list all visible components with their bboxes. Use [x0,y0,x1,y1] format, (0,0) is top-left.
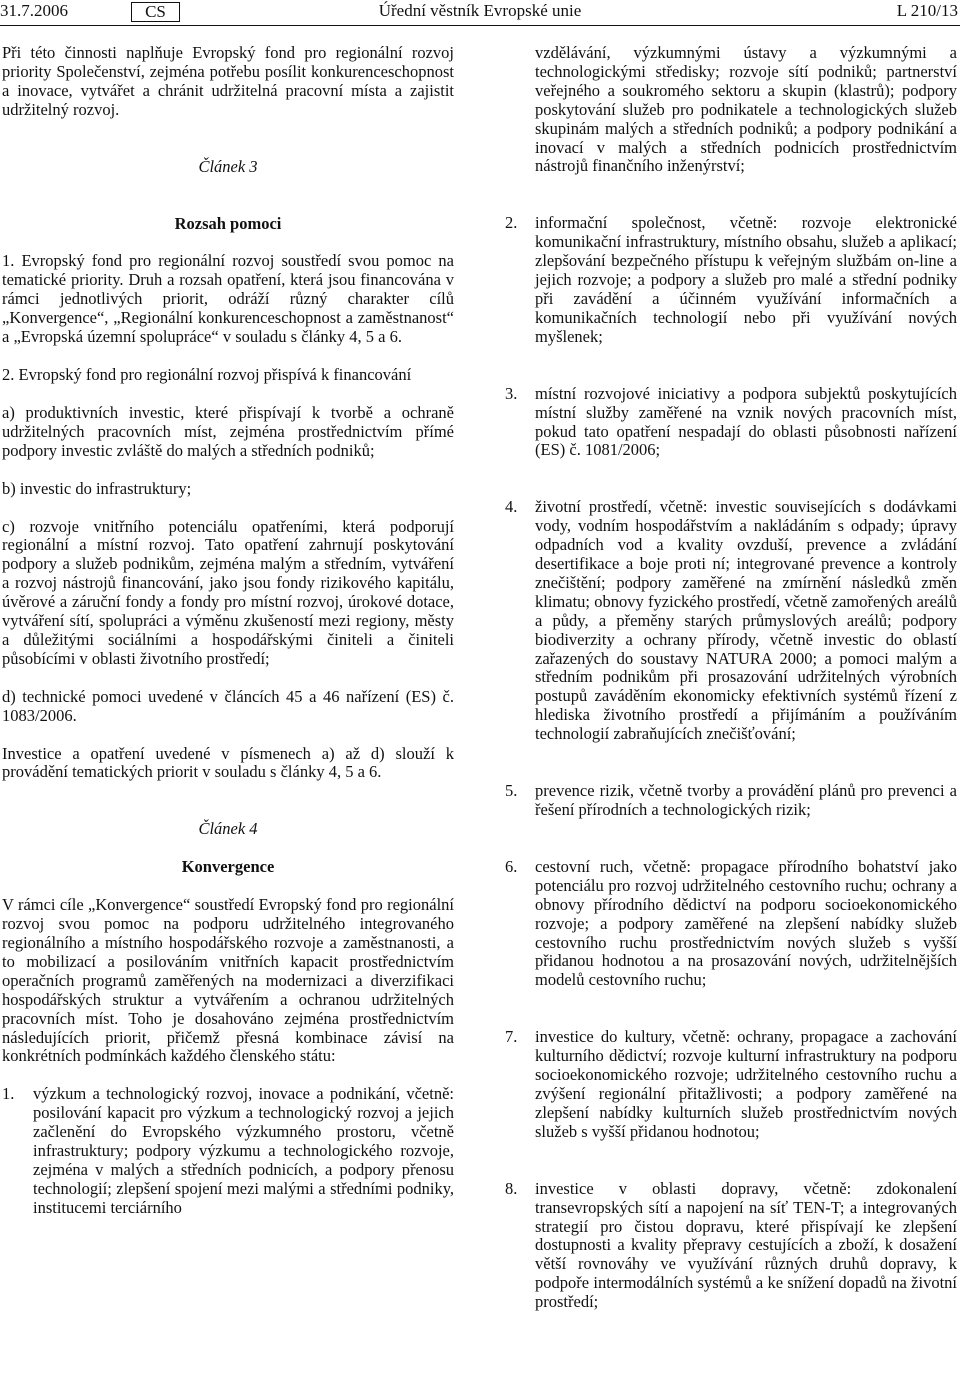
article-4-number: Článek 4 [198,819,258,839]
list-item [505,1028,957,1141]
header-rule [0,25,960,26]
article-3-point-d: d) technické pomoci uvedené v článcích 45 a 46 nařízení (ES) č. 1083/2006. [2,686,454,725]
article-3-point-b: b) investic do infrastruktury; [2,478,192,498]
article-3-closing: Investice a opatření uvedené v písmenech a) až d) slouží k provádění tematických priorit v souladu s články 4, 5 a 6. [2,743,454,782]
page-number: L 210/13 [896,1,958,20]
article-4-title: Konvergence [181,857,275,877]
header-date: 31.7.2006 [0,1,68,20]
article-3-paragraph-2: 2. Evropský fond pro regionální rozvoj přispívá k financování [2,364,412,384]
article-3-title: Rozsah pomoci [174,213,282,233]
left-column [2,44,454,1218]
list-item-number: 5. [505,781,518,801]
language-box: CS [131,2,180,22]
list-item-text: cestovní ruch, včetně: propagace přírodního bohatství jako potenciálu pro rozvoj udržitelného cestovního ruchu; ochrany a obnovy přírodního dědictví na podporu socioekonomického rozvoje; a podpory zaměřené na zlepšení nabídky služeb cestovního ruchu prostřednictvím nových služeb s vyšší přidanou hodnotou a na prosazování nových, udržitelnějších modelů cestovního ruchu; [535,856,957,990]
article-4-intro: V rámci cíle „Konvergence“ soustředí Evropský fond pro regionální rozvoj svou pomoc na podporu udržitelného integrovaného regionálního a místního hospodářského rozvoje a zaměstnanosti, a to mobilizací a posilováním vnitřních kapacit prostřednictvím operačních programů zaměřených na modernizaci a diverzifikaci hospodářských struktur a vytvářením a ochranou udržitelných pracovních míst. Toho je dosahováno zejména prostřednictvím následujících priorit, přičemž přesná kombinace závisí na konkrétních podmínkách každého členského státu: [2,895,454,1066]
list-item-text: informační společnost, včetně: rozvoje elektronické komunikační infrastruktury, místního obsahu, služeb a aplikací; zlepšování bezpečného přístupu k veřejným službám on-line a jejich rozvoje; a podpory a služeb pro malé a střední podniky při zavádění a účinném využívání informačních a komunikačních technologií nebo při využívání nových myšlenek; [535,213,957,346]
list-item [505,385,957,461]
intro-paragraph: Při této činnosti naplňuje Evropský fond pro regionální rozvoj priority Společenství, zejména potřebu posílit konkurenceschopnost a inovace, vytvářet a chránit udržitelná pracovní místa a zajistit udržitelný rozvoj. [2,43,454,119]
list-item-text: prevence rizik, včetně tvorby a provádění plánů pro prevenci a řešení přírodních a technologických rizik; [535,781,957,819]
right-column [505,44,957,1312]
list-item-number: 7. [505,1027,518,1047]
list-item-text: investice v oblasti dopravy, včetně: zdokonalení transevropských sítí a napojení na síť TEN-T; a integrovaných strategií pro čistou dopravu, které přispívají ke zlepšení dostupnosti a kvality přepravy cestujících a zboží, k dosažení větší rovnováhy ve využívání různých druhů dopravy, k podpoře intermodálních systémů a ke snížení dopadů na životní prostředí; [535,1178,957,1312]
list-item-text: místní rozvojové iniciativy a podpora subjektů poskytujících místní služby zaměřené na vznik nových pracovních míst, pokud tato opatření nespadají do oblasti působnosti nařízení (ES) č. 1081/2006; [535,383,957,460]
list-item-number: 4. [505,497,518,517]
list-item [505,1180,957,1312]
page-header [0,2,960,24]
list-item-continued [505,44,957,176]
list-item-number: 3. [505,383,518,403]
list-item-number: 2. [505,213,518,233]
article-4-list [505,176,957,1312]
list-item [505,782,957,820]
list-item-text: investice do kultury, včetně: ochrany, propagace a zachování kulturního dědictví; rozvoje kulturní infrastruktury na podporu socioekonomického rozvoje; udržitelného cestovního ruchu a zvýšení regionální přitažlivosti; a podpory zaměřené na zlepšení nabídky kulturních služeb prostřednictvím nových služeb s vyšší přidanou hodnotou; [535,1027,957,1141]
list-item [505,498,957,744]
list-item-number: 6. [505,856,518,876]
article-3-point-c: c) rozvoje vnitřního potenciálu opatřeními, která podporují regionální a místní rozvoj. Tato opatření zahrnují poskytování podpory a služeb podnikům, zejména malým a středním, vytváření a rozvoj nástrojů financování, jako jsou fondy rizikového kapitálu, úvěrové a záruční fondy a fondy pro místní rozvoj, úrokové dotace, vytváření sítí, spolupráci a výměnu zkušeností mezi regiony, městy a důležitými sociálními a hospodářskými činiteli a činiteli působícími v oblasti životního prostředí; [2,516,454,668]
journal-title: Úřední věstník Evropské unie [378,1,582,20]
list-item-number: 1. [2,1084,15,1104]
article-3-number: Článek 3 [198,156,258,176]
article-3-point-a: a) produktivních investic, které přispívají k tvorbě a ochraně udržitelných pracovních míst, zejména prostřednictvím přímé podpory investic zvláště do malých a středních podniků; [2,402,454,460]
list-item-text: životní prostředí, včetně: investic souvisejících s dodávkami vody, vodním hospodářstvím a nakládáním s odpady; úpravy odpadních vod a kvality ovzduší, prevence a zvládání desertifikace a boje proti ní; integrované prevence a kontroly znečištění; podpory zaměřené na zmírnění následků změn klimatu; obnovy fyzického prostředí, včetně zamořených areálů a půdy, a přeměny starých průmyslových areálů; podpory biodiverzity a ochrany přírody, včetně investic do oblastí zařazených do soustavy NATURA 2000; a pomoci malým a středním podnikům při prosazování udržitelných výrobních postupů zaváděním ekonomicky efektivních systémů řízení z hlediska životního prostředí a přijímáním a používáním technologií zabraňujících znečišťování; [535,497,957,744]
list-item-number: 8. [505,1178,518,1198]
article-3-paragraph-1: 1. Evropský fond pro regionální rozvoj soustředí svou pomoc na tematické priority. Druh a rozsah opatření, která jsou financována v rámci jednotlivých priorit, odráží různý charakter cílů „Konvergence“, „Regionální konkurenceschopnost a zaměstnanost“ a „Evropská územní spolupráce“ v souladu s články 4, 5 a 6. [2,251,454,347]
list-item-text: vzdělávání, výzkumnými ústavy a výzkumnými a technologickými středisky; rozvoje sítí podniků; partnerství veřejného a soukromého sektoru a skupin (klastrů); podpory poskytování služeb pro podnikatele a technologických služeb skupinám malých a středních podniků; a podpory podnikání a inovací v malých a středních podnicích prostřednictvím nástrojů finančního inženýrství; [535,43,957,176]
list-item-text: výzkum a technologický rozvoj, inovace a podnikání, včetně: posilování kapacit pro výzkum a technologický rozvoj a jejich začlenění do Evropského výzkumného prostoru, včetně infrastruktury; podpory výzkumu a technologického rozvoje, zejména v malých a středních podnicích, a podpory přenosu technologií; zlepšení spojení mezi malými a středními podniky, institucemi terciárního [33,1084,454,1217]
list-item [505,214,957,346]
list-item [2,1085,454,1217]
list-item [505,858,957,990]
